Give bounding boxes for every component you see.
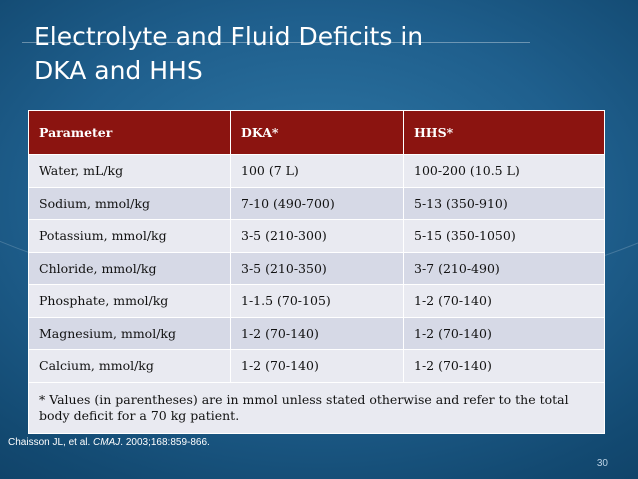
cell-dka: 7-10 (490-700) bbox=[231, 187, 404, 220]
cell-dka: 1-2 (70-140) bbox=[231, 317, 404, 350]
slide-title-line1: Electrolyte and Fluid Deficits in bbox=[34, 22, 424, 51]
cell-dka: 3-5 (210-300) bbox=[231, 220, 404, 253]
header-parameter: Parameter bbox=[29, 111, 231, 155]
page-number: 30 bbox=[596, 458, 608, 469]
cell-hhs: 3-7 (210-490) bbox=[404, 252, 605, 285]
table-row bbox=[29, 155, 605, 188]
cell-dka: 1-2 (70-140) bbox=[231, 350, 404, 383]
cell-hhs: 1-2 (70-140) bbox=[404, 285, 605, 318]
cell-parameter: Water, mL/kg bbox=[29, 155, 231, 188]
cell-parameter: Potassium, mmol/kg bbox=[29, 220, 231, 253]
footnote-row bbox=[29, 382, 605, 433]
cell-parameter: Chloride, mmol/kg bbox=[29, 252, 231, 285]
table-row bbox=[29, 285, 605, 318]
citation-authors: Chaisson JL, et al. bbox=[8, 437, 91, 448]
slide-title bbox=[34, 20, 594, 88]
cell-dka: 3-5 (210-350) bbox=[231, 252, 404, 285]
table-row bbox=[29, 317, 605, 350]
cell-hhs: 5-15 (350-1050) bbox=[404, 220, 605, 253]
table-row bbox=[29, 187, 605, 220]
cell-dka: 100 (7 L) bbox=[231, 155, 404, 188]
cell-hhs: 5-13 (350-910) bbox=[404, 187, 605, 220]
cell-hhs: 1-2 (70-140) bbox=[404, 317, 605, 350]
citation bbox=[8, 437, 210, 448]
citation-details: . 2003;168:859-866. bbox=[120, 437, 210, 448]
cell-dka: 1-1.5 (70-105) bbox=[231, 285, 404, 318]
table-row bbox=[29, 220, 605, 253]
header-dka: DKA* bbox=[231, 111, 404, 155]
cell-parameter: Magnesium, mmol/kg bbox=[29, 317, 231, 350]
cell-parameter: Phosphate, mmol/kg bbox=[29, 285, 231, 318]
table-header-row bbox=[29, 111, 605, 155]
table-row bbox=[29, 350, 605, 383]
deficits-table bbox=[28, 110, 605, 434]
cell-parameter: Sodium, mmol/kg bbox=[29, 187, 231, 220]
cell-parameter: Calcium, mmol/kg bbox=[29, 350, 231, 383]
table-row bbox=[29, 252, 605, 285]
slide-title-line2: DKA and HHS bbox=[34, 56, 203, 85]
table-footnote: * Values (in parentheses) are in mmol unless stated otherwise and refer to the total body deficit for a 70 kg patient. bbox=[29, 382, 605, 433]
header-hhs: HHS* bbox=[404, 111, 605, 155]
citation-journal: CMAJ bbox=[93, 437, 121, 448]
cell-hhs: 1-2 (70-140) bbox=[404, 350, 605, 383]
cell-hhs: 100-200 (10.5 L) bbox=[404, 155, 605, 188]
